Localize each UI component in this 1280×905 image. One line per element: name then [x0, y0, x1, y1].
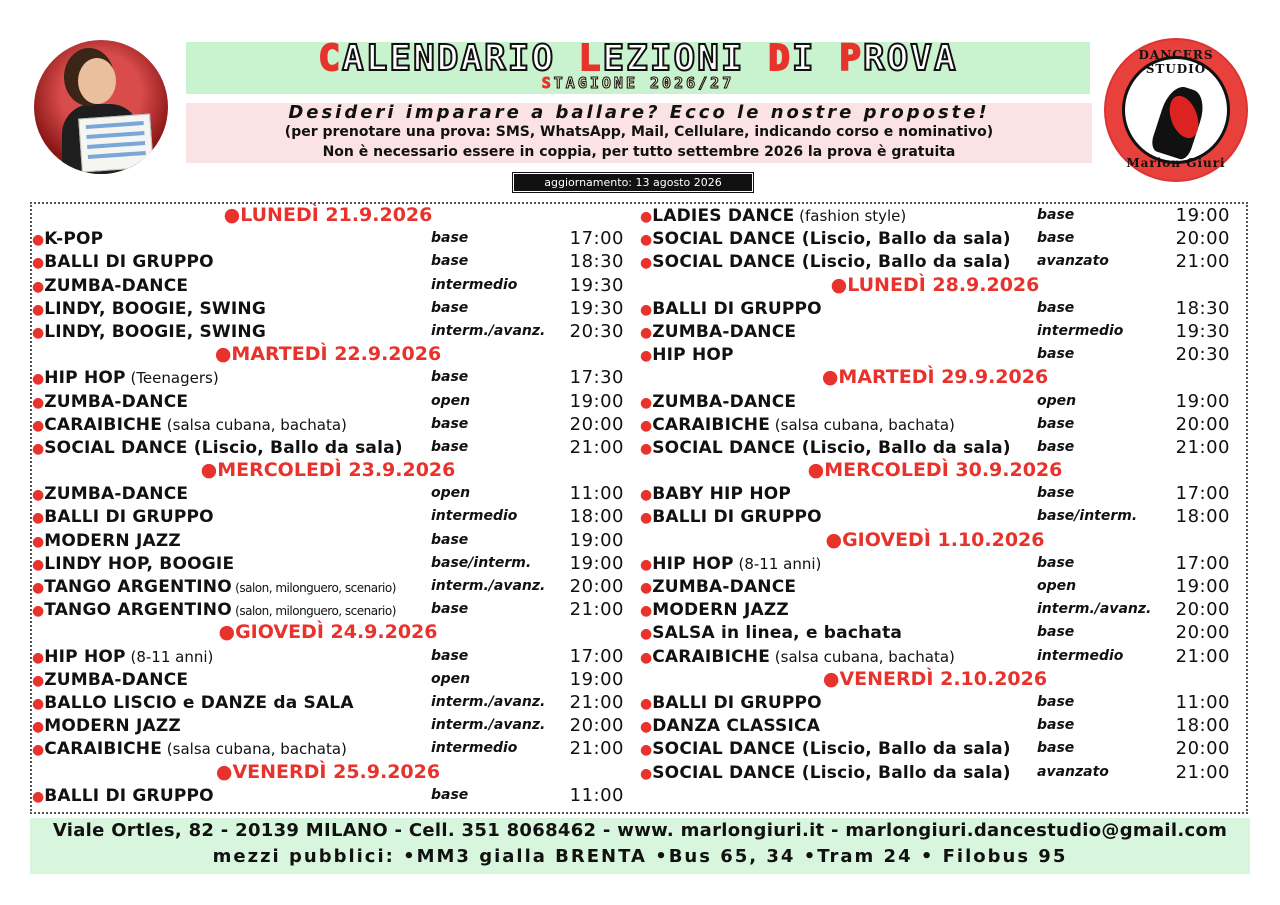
- bullet-icon: ●: [32, 440, 45, 457]
- lesson-level: base: [1037, 554, 1075, 571]
- lesson-note: (salsa cubana, bachata): [770, 647, 955, 666]
- lesson-level: open: [1037, 392, 1077, 409]
- lesson-time: 21:00: [1175, 761, 1230, 783]
- title-word: EZIONI: [602, 38, 769, 79]
- bullet-icon: ●: [640, 440, 653, 457]
- lesson-time: 21:00: [569, 691, 624, 713]
- lesson-time: 17:00: [569, 228, 624, 250]
- tagline: Desideri imparare a ballare? Ecco le nostre proposte!: [288, 102, 990, 123]
- lesson-name: LINDY, BOOGIE, SWING: [44, 298, 266, 319]
- lesson-row: [640, 343, 1230, 366]
- bullet-icon: ●: [32, 603, 45, 620]
- lesson-name: BALLI DI GRUPPO: [44, 785, 214, 806]
- lesson-level: base: [431, 230, 469, 247]
- lesson-name: LADIES DANCE: [652, 206, 795, 226]
- lesson-level: open: [431, 392, 471, 409]
- day-heading: ●MARTEDÌ 29.9.2026: [821, 366, 1049, 389]
- lesson-level: interm./avanz.: [431, 322, 546, 339]
- lesson-time: 17:30: [569, 367, 624, 389]
- lesson-note: (salsa cubana, bachata): [770, 415, 955, 434]
- lesson-level: base: [431, 531, 469, 548]
- lesson-name: HIP HOP: [652, 345, 734, 366]
- bullet-icon: ●: [640, 255, 653, 272]
- lesson-row: [640, 598, 1230, 621]
- bullet-icon: ●: [32, 788, 45, 805]
- bullet-icon: ●: [32, 324, 45, 341]
- bullet-icon: ●: [640, 209, 653, 225]
- lesson-time: 20:00: [1175, 228, 1230, 250]
- lesson-name: HIP HOP: [44, 368, 126, 389]
- lesson-row: [32, 274, 624, 297]
- lesson-name: DANZA CLASSICA: [652, 716, 821, 737]
- lesson-name: ZUMBA-DANCE: [44, 391, 189, 412]
- lesson-row: [32, 668, 624, 691]
- lesson-time: 20:00: [569, 715, 624, 737]
- lesson-level: base: [431, 253, 469, 270]
- lesson-name: ZUMBA-DANCE: [652, 577, 797, 597]
- lesson-name: K-POP: [44, 229, 104, 250]
- day-heading: ●LUNEDÌ 28.9.2026: [830, 273, 1040, 296]
- lesson-level: intermedio: [1037, 322, 1124, 339]
- lesson-time: 19:00: [1175, 205, 1230, 226]
- lesson-time: 20:30: [569, 320, 624, 342]
- lesson-time: 18:30: [569, 251, 624, 273]
- lesson-time: 19:00: [569, 529, 624, 551]
- lesson-row: [32, 366, 624, 389]
- lesson-level: open: [431, 485, 471, 502]
- lesson-level: base/interm.: [431, 554, 532, 571]
- lesson-level: open: [431, 670, 471, 687]
- lesson-name: SOCIAL DANCE (Liscio, Ballo da sala): [652, 762, 1011, 783]
- title-word: ROVA: [862, 38, 958, 79]
- lesson-level: base: [431, 786, 469, 803]
- lesson-note: (salsa cubana, bachata): [162, 740, 347, 759]
- lesson-time: 20:00: [569, 413, 624, 435]
- lesson-name: BALLI DI GRUPPO: [652, 298, 822, 319]
- lesson-name: SOCIAL DANCE (Liscio, Ballo da sala): [652, 437, 1011, 458]
- lesson-name: MODERN JAZZ: [44, 530, 181, 551]
- lesson-time: 21:00: [1175, 251, 1230, 273]
- day-heading: ●MERCOLEDÌ 30.9.2026: [807, 459, 1063, 482]
- lesson-time: 17:00: [1175, 483, 1230, 505]
- lesson-level: base: [1037, 624, 1075, 641]
- day-heading: ●VENERDÌ 2.10.2026: [822, 667, 1048, 690]
- bullet-icon: ●: [32, 278, 45, 295]
- bullet-icon: ●: [32, 580, 45, 596]
- logo-bottom-text: Marlon Giuri: [1126, 156, 1226, 170]
- lesson-name: CARAIBICHE: [652, 646, 771, 667]
- lesson-level: base: [431, 415, 469, 432]
- lesson-time: 20:00: [1175, 738, 1230, 760]
- lesson-row: [640, 297, 1230, 320]
- lesson-row: [32, 505, 624, 528]
- lesson-row: [32, 784, 624, 807]
- lesson-name: SOCIAL DANCE (Liscio, Ballo da sala): [652, 252, 1011, 273]
- lesson-note: (Teenagers): [125, 369, 219, 388]
- bullet-icon: ●: [32, 719, 45, 736]
- lesson-row: [640, 482, 1230, 505]
- lesson-level: avanzato: [1037, 253, 1109, 270]
- season-subtitle: STAGIONE 2026/27: [541, 74, 735, 92]
- photo-face: [78, 58, 116, 104]
- page-title: [186, 38, 1090, 79]
- lesson-time: 19:00: [1175, 576, 1230, 597]
- title-initial: D: [768, 38, 792, 79]
- lesson-level: base: [1037, 346, 1075, 363]
- bullet-icon: ●: [640, 556, 653, 573]
- lesson-level: interm./avanz.: [1037, 601, 1152, 618]
- bullet-icon: ●: [640, 742, 653, 759]
- lesson-level: base: [431, 299, 469, 316]
- lesson-row: [640, 714, 1230, 737]
- lesson-name: ZUMBA-DANCE: [44, 484, 189, 505]
- lesson-name: SOCIAL DANCE (Liscio, Ballo da sala): [652, 739, 1011, 760]
- bullet-icon: ●: [32, 417, 45, 434]
- lesson-note: (8-11 anni): [125, 647, 214, 666]
- lesson-row: [32, 575, 624, 598]
- day-heading: ●VENERDÌ 25.9.2026: [215, 760, 441, 783]
- lesson-name: LINDY, BOOGIE, SWING: [44, 321, 266, 342]
- booking-note: (per prenotare una prova: SMS, WhatsApp, Mail, Cellulare, indicando corso e nominativo): [284, 124, 994, 140]
- lesson-level: base: [1037, 299, 1075, 316]
- title-word: I: [791, 38, 840, 79]
- day-heading: ●MERCOLEDÌ 23.9.2026: [200, 459, 456, 482]
- lesson-level: base: [1037, 230, 1075, 247]
- day-heading: ●GIOVEDÌ 24.9.2026: [218, 621, 438, 644]
- lesson-level: intermedio: [431, 740, 518, 757]
- lesson-name: TANGO ARGENTINO: [44, 577, 232, 597]
- lesson-level: interm./avanz.: [431, 578, 546, 594]
- bullet-icon: ●: [32, 695, 45, 712]
- update-badge: aggiornamento: 13 agosto 2026: [514, 174, 752, 191]
- lesson-name: CARAIBICHE: [44, 414, 163, 435]
- lesson-level: base: [431, 601, 469, 618]
- lesson-name: HIP HOP: [652, 553, 734, 574]
- bullet-icon: ●: [640, 695, 653, 712]
- bullet-icon: ●: [32, 301, 45, 318]
- lesson-level: intermedio: [1037, 647, 1124, 664]
- lesson-level: base: [1037, 717, 1075, 734]
- lesson-level: base: [1037, 740, 1075, 757]
- lesson-row: [32, 320, 624, 343]
- bullet-icon: ●: [640, 301, 653, 318]
- lesson-time: 17:00: [569, 645, 624, 667]
- bullet-icon: ●: [640, 626, 653, 643]
- lesson-name: CARAIBICHE: [652, 414, 771, 435]
- lesson-row: [32, 529, 624, 552]
- bullet-icon: ●: [640, 348, 653, 365]
- lesson-note: (salsa cubana, bachata): [162, 415, 347, 434]
- day-heading: ●GIOVEDÌ 1.10.2026: [825, 528, 1045, 551]
- bullet-icon: ●: [32, 232, 45, 249]
- lesson-row: [640, 621, 1230, 644]
- lesson-name: HIP HOP: [44, 646, 126, 667]
- lesson-time: 11:00: [569, 483, 624, 505]
- lesson-name: BALLI DI GRUPPO: [44, 507, 214, 528]
- bullet-icon: ●: [640, 580, 653, 596]
- lesson-time: 20:00: [1175, 599, 1230, 621]
- lesson-name: BALLI DI GRUPPO: [44, 252, 214, 273]
- lesson-row: [640, 691, 1230, 714]
- footer-address: Viale Ortles, 82 - 20139 MILANO - Cell. 351 8068462 - www. marlongiuri.it - marlongiuri.dancestudio@gmail.com: [52, 820, 1228, 841]
- lesson-level: avanzato: [1037, 763, 1109, 780]
- bullet-icon: ●: [32, 487, 45, 504]
- lesson-row: [640, 575, 1230, 598]
- lesson-row: [640, 737, 1230, 760]
- lesson-time: 19:30: [1175, 320, 1230, 342]
- lesson-time: 20:30: [1175, 344, 1230, 366]
- bullet-icon: ●: [640, 603, 653, 620]
- lesson-time: 21:00: [1175, 645, 1230, 667]
- lesson-row: [640, 505, 1230, 528]
- lesson-note: (8-11 anni): [733, 554, 822, 573]
- lesson-row: [32, 737, 624, 760]
- lesson-row: [640, 645, 1230, 668]
- bullet-icon: ●: [32, 394, 45, 411]
- lesson-row: [32, 413, 624, 436]
- bullet-icon: ●: [640, 324, 653, 341]
- lesson-note: (salon, milonguero, scenario): [231, 581, 396, 595]
- bullet-icon: ●: [32, 510, 45, 527]
- lesson-name: ZUMBA-DANCE: [44, 275, 189, 296]
- lesson-name: MODERN JAZZ: [44, 716, 181, 737]
- lesson-level: base: [1037, 693, 1075, 710]
- lesson-row: [32, 227, 624, 250]
- bullet-icon: ●: [32, 672, 45, 689]
- lesson-level: open: [1037, 578, 1077, 594]
- lesson-time: 21:00: [569, 738, 624, 760]
- lesson-row: [32, 436, 624, 459]
- bullet-icon: ●: [32, 742, 45, 759]
- lesson-row: [640, 320, 1230, 343]
- lesson-name: BALLI DI GRUPPO: [652, 692, 822, 713]
- title-word: ALENDARIO: [342, 38, 579, 79]
- lesson-level: interm./avanz.: [431, 717, 546, 734]
- lesson-level: base: [1037, 485, 1075, 502]
- lesson-row: [640, 761, 1230, 784]
- schedule-right-column: [640, 204, 1230, 784]
- lesson-name: TANGO ARGENTINO: [44, 600, 232, 621]
- lesson-level: base: [431, 438, 469, 455]
- lesson-time: 20:00: [1175, 413, 1230, 435]
- bullet-icon: ●: [32, 533, 45, 550]
- lesson-name: ZUMBA-DANCE: [652, 391, 797, 412]
- lesson-name: SALSA in linea, e bachata: [652, 623, 903, 644]
- lesson-row: [32, 552, 624, 575]
- lesson-time: 19:00: [569, 668, 624, 690]
- lesson-row: [640, 552, 1230, 575]
- lesson-time: 18:00: [1175, 506, 1230, 528]
- lesson-time: 19:00: [569, 390, 624, 412]
- lesson-time: 19:00: [1175, 390, 1230, 412]
- lesson-row: [640, 227, 1230, 250]
- lesson-time: 17:00: [1175, 552, 1230, 574]
- lesson-time: 20:00: [1175, 622, 1230, 644]
- logo-top-text: DANCERS STUDIO: [1138, 48, 1214, 76]
- lesson-time: 21:00: [569, 599, 624, 621]
- lesson-row: [32, 645, 624, 668]
- title-initial: C: [318, 38, 343, 79]
- lesson-row: [640, 390, 1230, 413]
- lesson-level: base: [431, 369, 469, 386]
- lesson-row: [640, 250, 1230, 273]
- lesson-time: 11:00: [569, 784, 624, 806]
- instructor-photo: [34, 40, 168, 174]
- lesson-row: [32, 297, 624, 320]
- bullet-icon: ●: [32, 556, 45, 573]
- lesson-note: (fashion style): [794, 207, 907, 225]
- lesson-row: [32, 250, 624, 273]
- lesson-name: ZUMBA-DANCE: [44, 669, 189, 690]
- lesson-row: [32, 714, 624, 737]
- bullet-icon: ●: [640, 487, 653, 504]
- lesson-level: base/interm.: [1037, 508, 1138, 525]
- lesson-time: 18:00: [1175, 715, 1230, 737]
- bullet-icon: ●: [640, 394, 653, 411]
- lesson-row: [32, 390, 624, 413]
- bullet-icon: ●: [32, 371, 45, 388]
- lesson-row: [640, 204, 1230, 227]
- footer-transport: mezzi pubblici: •MM3 gialla BRENTA •Bus 65, 34 •Tram 24 • Filobus 95: [212, 846, 1068, 867]
- lesson-name: SOCIAL DANCE (Liscio, Ballo da sala): [44, 437, 403, 458]
- free-trial-note: Non è necessario essere in coppia, per tutto settembre 2026 la prova è gratuita: [322, 144, 956, 160]
- lesson-note: (salon, milonguero, scenario): [231, 604, 396, 619]
- bullet-icon: ●: [32, 255, 45, 272]
- lesson-level: intermedio: [431, 508, 518, 525]
- lesson-row: [640, 413, 1230, 436]
- day-heading: ●MARTEDÌ 22.9.2026: [214, 343, 442, 366]
- schedule-left-column: [32, 204, 624, 807]
- bullet-icon: ●: [640, 649, 653, 666]
- lesson-name: BABY HIP HOP: [652, 484, 792, 505]
- lesson-time: 19:30: [569, 274, 624, 296]
- lesson-level: interm./avanz.: [431, 693, 546, 710]
- lesson-name: SOCIAL DANCE (Liscio, Ballo da sala): [652, 229, 1011, 250]
- lesson-time: 20:00: [569, 576, 624, 597]
- lesson-name: BALLI DI GRUPPO: [652, 507, 822, 528]
- lesson-row: [32, 598, 624, 621]
- lesson-name: BALLO LISCIO e DANZE da SALA: [44, 692, 354, 713]
- title-initial: P: [839, 38, 863, 79]
- bullet-icon: ●: [640, 417, 653, 434]
- bullet-icon: ●: [640, 765, 653, 782]
- lesson-time: 21:00: [569, 436, 624, 458]
- dancers-studio-logo: [1106, 40, 1246, 180]
- lesson-time: 19:00: [569, 552, 624, 574]
- lesson-row: [640, 436, 1230, 459]
- lesson-name: CARAIBICHE: [44, 739, 163, 760]
- lesson-time: 18:00: [569, 506, 624, 528]
- lesson-level: intermedio: [431, 276, 518, 293]
- lesson-level: base: [1037, 438, 1075, 455]
- lesson-row: [32, 691, 624, 714]
- bullet-icon: ●: [640, 232, 653, 249]
- lesson-time: 21:00: [1175, 436, 1230, 458]
- lesson-time: 11:00: [1175, 691, 1230, 713]
- lesson-time: 19:30: [569, 297, 624, 319]
- lesson-level: base: [431, 647, 469, 664]
- photo-board: [78, 114, 154, 173]
- title-initial: L: [578, 38, 603, 79]
- lesson-name: LINDY HOP, BOOGIE: [44, 553, 235, 574]
- lesson-name: MODERN JAZZ: [652, 600, 789, 621]
- bullet-icon: ●: [640, 510, 653, 527]
- lesson-row: [32, 482, 624, 505]
- lesson-level: base: [1037, 207, 1075, 223]
- lesson-time: 18:30: [1175, 297, 1230, 319]
- day-heading: ●LUNEDÌ 21.9.2026: [223, 204, 433, 226]
- bullet-icon: ●: [640, 719, 653, 736]
- lesson-level: base: [1037, 415, 1075, 432]
- bullet-icon: ●: [32, 649, 45, 666]
- lesson-name: ZUMBA-DANCE: [652, 321, 797, 342]
